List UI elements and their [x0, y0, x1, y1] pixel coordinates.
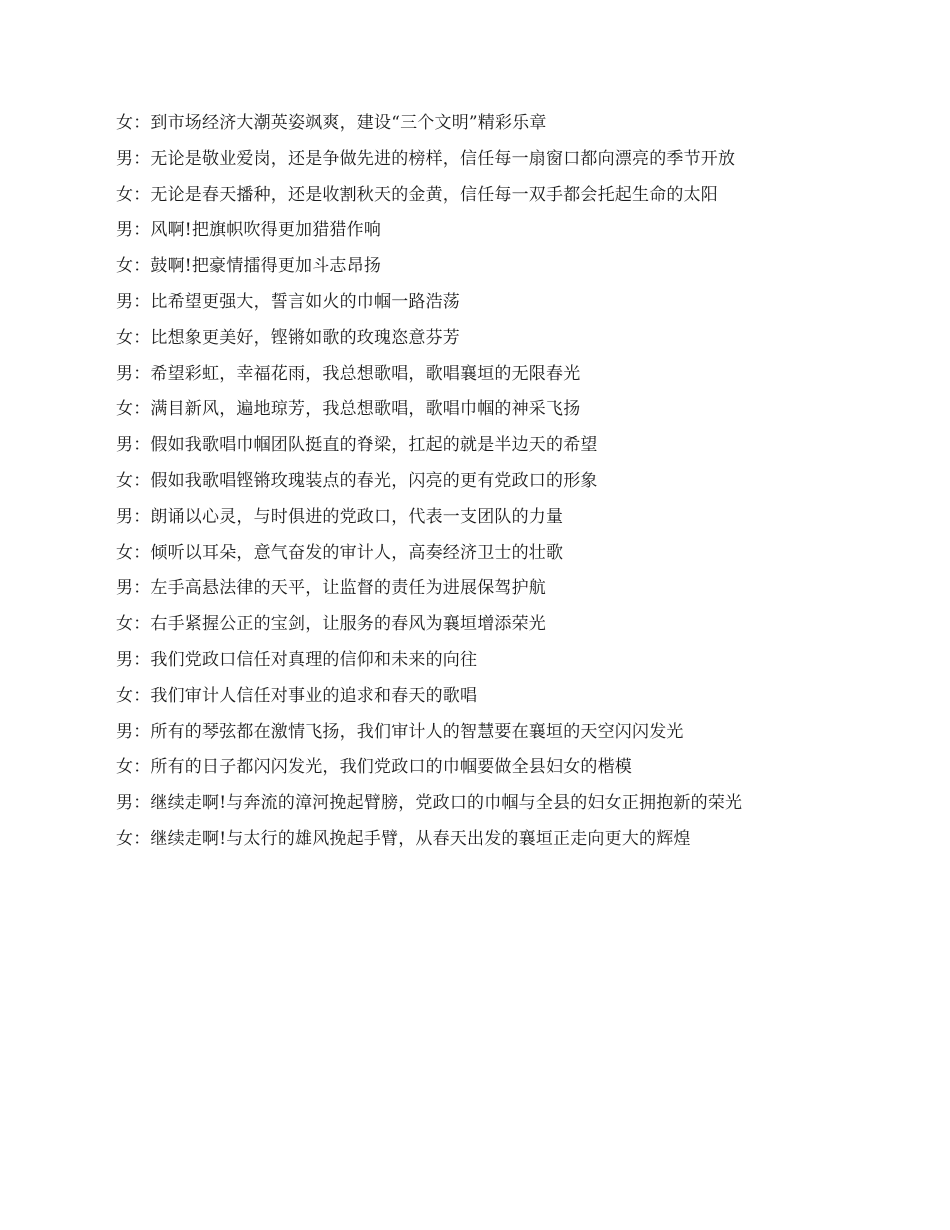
speaker-label: 男: [116, 721, 134, 742]
dialogue-line: [116, 719, 916, 755]
line-text: 我们党政口信任对真理的信仰和未来的向往: [150, 649, 478, 670]
colon-separator: ：: [133, 148, 151, 169]
dialogue-line: [116, 146, 916, 182]
speaker-label: 男: [116, 148, 134, 169]
dialogue-line: [116, 754, 916, 790]
line-text: 右手紧握公正的宝剑，让服务的春风为襄垣增添荣光: [150, 614, 547, 635]
dialogue-line: [116, 396, 916, 432]
speaker-label: 女: [116, 542, 134, 563]
dialogue-line: [116, 790, 916, 826]
colon-separator: ：: [133, 220, 151, 241]
line-text: 我们审计人信任对事业的追求和春天的歌唱: [150, 685, 478, 706]
line-text: 鼓啊!把豪情擂得更加斗志昂扬: [150, 256, 382, 277]
dialogue-line: [116, 683, 916, 719]
colon-separator: ：: [133, 685, 151, 706]
speaker-label: 女: [116, 256, 134, 277]
speaker-label: 女: [116, 828, 134, 849]
line-text: 比想象更美好，铿锵如歌的玫瑰恣意芬芳: [150, 327, 461, 348]
line-text: 无论是春天播种，还是收割秋天的金黄，信任每一双手都会托起生命的太阳: [150, 184, 719, 205]
dialogue-line: [116, 611, 916, 647]
dialogue-line: [116, 468, 916, 504]
line-text: 到市场经济大潮英姿飒爽，建设“三个文明”精彩乐章: [150, 113, 547, 133]
colon-separator: ：: [133, 113, 151, 133]
speaker-label: 女: [116, 327, 134, 348]
colon-separator: ：: [133, 470, 151, 491]
dialogue-line: [116, 540, 916, 576]
speaker-label: 女: [116, 757, 134, 778]
dialogue-line: [116, 217, 916, 253]
speaker-label: 男: [116, 363, 134, 384]
dialogue-line: [116, 575, 916, 611]
speaker-label: 男: [116, 578, 134, 599]
dialogue-line: [116, 182, 916, 218]
dialogue-line: [116, 253, 916, 289]
speaker-label: 女: [116, 399, 134, 420]
line-text: 满目新风，遍地琼芳，我总想歌唱，歌唱巾帼的神采飞扬: [150, 399, 581, 420]
colon-separator: ：: [133, 327, 151, 348]
line-text: 所有的琴弦都在激情飞扬，我们审计人的智慧要在襄垣的天空闪闪发光: [150, 721, 684, 742]
line-text: 继续走啊!与太行的雄风挽起手臂，从春天出发的襄垣正走向更大的辉煌: [150, 828, 691, 849]
line-text: 无论是敬业爱岗，还是争做先进的榜样，信任每一扇窗口都向漂亮的季节开放: [150, 148, 736, 169]
colon-separator: ：: [133, 506, 151, 527]
speaker-label: 男: [116, 435, 134, 456]
colon-separator: ：: [133, 542, 151, 563]
speaker-label: 男: [116, 291, 134, 312]
line-text: 朗诵以心灵，与时俱进的党政口，代表一支团队的力量: [150, 506, 564, 527]
speaker-label: 男: [116, 649, 134, 670]
line-text: 所有的日子都闪闪发光，我们党政口的巾帼要做全县妇女的楷模: [150, 757, 633, 778]
line-text: 假如我歌唱铿锵玫瑰装点的春光，闪亮的更有党政口的形象: [150, 470, 598, 491]
line-text: 风啊!把旗帜吹得更加猎猎作响: [150, 220, 382, 241]
speaker-label: 女: [116, 184, 134, 205]
colon-separator: ：: [133, 757, 151, 778]
speaker-label: 女: [116, 113, 134, 133]
dialogue-line: [116, 647, 916, 683]
line-text: 左手高悬法律的天平，让监督的责任为进展保驾护航: [150, 578, 547, 599]
speaker-label: 女: [116, 470, 134, 491]
dialogue-line: [116, 110, 916, 146]
line-text: 假如我歌唱巾帼团队挺直的脊梁，扛起的就是半边天的希望: [150, 435, 598, 456]
colon-separator: ：: [133, 721, 151, 742]
colon-separator: ：: [133, 435, 151, 456]
dialogue-line: [116, 432, 916, 468]
dialogue-line: [116, 361, 916, 397]
dialogue-line: [116, 289, 916, 325]
colon-separator: ：: [133, 399, 151, 420]
speaker-label: 男: [116, 793, 134, 814]
colon-separator: ：: [133, 256, 151, 277]
colon-separator: ：: [133, 184, 151, 205]
dialogue-list: [116, 110, 916, 862]
colon-separator: ：: [133, 828, 151, 849]
colon-separator: ：: [133, 363, 151, 384]
line-text: 希望彩虹，幸福花雨，我总想歌唱，歌唱襄垣的无限春光: [150, 363, 581, 384]
line-text: 继续走啊!与奔流的漳河挽起臂膀，党政口的巾帼与全县的妇女正拥抱新的荣光: [150, 793, 743, 814]
speaker-label: 男: [116, 220, 134, 241]
colon-separator: ：: [133, 649, 151, 670]
speaker-label: 女: [116, 685, 134, 706]
colon-separator: ：: [133, 614, 151, 635]
line-text: 倾听以耳朵，意气奋发的审计人，高奏经济卫士的壮歌: [150, 542, 564, 563]
dialogue-line: [116, 826, 916, 862]
colon-separator: ：: [133, 578, 151, 599]
dialogue-line: [116, 504, 916, 540]
colon-separator: ：: [133, 291, 151, 312]
speaker-label: 女: [116, 614, 134, 635]
speaker-label: 男: [116, 506, 134, 527]
line-text: 比希望更强大，誓言如火的巾帼一路浩荡: [150, 291, 461, 312]
colon-separator: ：: [133, 793, 151, 814]
dialogue-line: [116, 325, 916, 361]
